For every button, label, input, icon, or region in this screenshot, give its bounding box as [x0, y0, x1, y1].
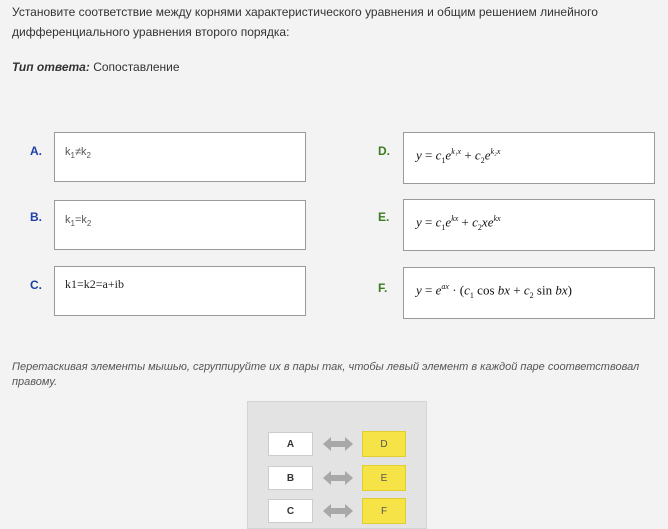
double-arrow-icon	[323, 437, 353, 451]
question-text: Установите соответствие между корнями характеристического уравнения и общим решением линейного дифференциального уравнения второго порядка:	[12, 5, 598, 39]
left-item-letter-c: C.	[30, 278, 42, 292]
left-item-c-text: k1=k2=a+ib	[65, 277, 124, 291]
pair-source-c[interactable]: C	[268, 499, 313, 523]
answer-type-value: Сопоставление	[93, 60, 180, 74]
right-item-e-formula: $y = c_1e^{kx} + c_2xe^{kx}$	[416, 214, 501, 232]
pair-target-d[interactable]: D	[362, 431, 406, 457]
left-item-b-text: $k_1=k_2$	[65, 214, 92, 229]
right-item-f-formula: $y = e^{ax} \cdot (c_1$ cos bx + $c_2$ sin bx)	[416, 282, 572, 300]
left-item-a-text: $k_1\ne k_2$	[65, 146, 91, 161]
answer-type	[12, 60, 180, 74]
left-item-letter-b: B.	[30, 210, 42, 224]
drag-instruction: Перетаскивая элементы мышью, сгруппируйте их в пары так, чтобы левый элемент в каждой паре соответствовал правому.	[12, 361, 640, 388]
pair-target-e[interactable]: E	[362, 465, 406, 491]
answer-type-label: Тип ответа:	[12, 60, 90, 74]
right-item-f[interactable]	[403, 267, 655, 319]
right-item-d-formula: $y = c_1e^{k_1x} + c_2e^{k_2x}$	[416, 147, 501, 165]
left-item-a[interactable]	[54, 132, 306, 182]
pairing-panel	[247, 401, 427, 529]
pair-target-f[interactable]: F	[362, 498, 406, 524]
right-item-letter-f: F.	[378, 281, 388, 295]
right-item-letter-e: E.	[378, 210, 390, 224]
double-arrow-icon	[323, 504, 353, 518]
double-arrow-icon	[323, 471, 353, 485]
left-item-letter-a: A.	[30, 144, 42, 158]
pair-source-b[interactable]: B	[268, 466, 313, 490]
right-item-e[interactable]	[403, 199, 655, 251]
left-item-b[interactable]	[54, 200, 306, 250]
right-item-d[interactable]	[403, 132, 655, 184]
pair-source-a[interactable]: A	[268, 432, 313, 456]
right-item-letter-d: D.	[378, 144, 390, 158]
left-item-c[interactable]	[54, 266, 306, 316]
